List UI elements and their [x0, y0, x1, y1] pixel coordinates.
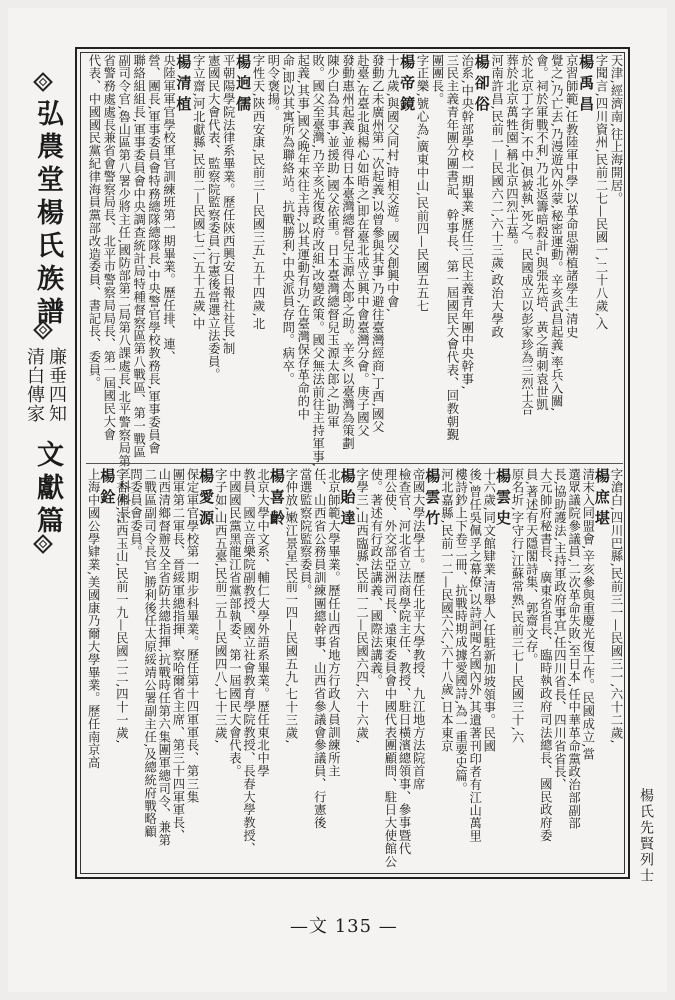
entry-name-column: 楊喜齡 — [267, 468, 286, 531]
text-column: 會。祠於軍戰不利,乃北返籌暗殺計,與張先培、黃之萌刺袁世凱 — [534, 54, 549, 412]
register-divider — [86, 463, 623, 464]
book-title: 弘農堂楊氏族譜 — [32, 99, 63, 330]
entry-name-column: 楊庶堪 — [592, 468, 611, 531]
text-column: 當選監察院監察委員。 — [298, 468, 313, 597]
text-column: 字滄白,四川巴縣,民前三一—民國三一,六十二歲, — [608, 468, 623, 745]
text-column: 任、山西省公務員訓練團總幹事、山西省參議會參議員、行憲後 — [312, 468, 327, 830]
text-column: 河北嘉縣,民前一二—民國六六,六十八歲,日本東京 — [439, 468, 454, 753]
text-column: 十六歲,同文館肄業,清舉人,任駐新加坡領事。民國 — [481, 468, 496, 753]
text-column: 明令褒揚。 — [265, 54, 280, 119]
text-column: 字學三,山西臨縣,民前一二—民國六四,六十六歲, — [354, 468, 369, 745]
text-column: 於北京丁字街,不中,俱被執,死之。民國成立以彭家珍為三烈士合 — [519, 54, 534, 416]
text-column: 團團長。 — [429, 54, 444, 106]
text-column: 問委員會委員。 — [128, 468, 143, 559]
text-column: 央陸軍軍官學校軍官訓練班第一期畢業。歷任排、連、 — [161, 54, 176, 364]
text-column: 憲國民大會代表、監察院監察委員,行憲後當選立法委員。 — [206, 54, 221, 382]
text-column: 起義,其事,國父晚年來往主持,以其運動有功,在臺灣保存革命的中 — [295, 54, 310, 421]
text-column: 後,曾任吳佩孚之幕僚,以詩詞聞名國內外,其遺著刊印者有江山萬里 — [467, 468, 482, 843]
text-column: 字仲放,嫩江景星,民前一四—民國五九,七十三歲, — [283, 468, 298, 745]
entry-name-column: 楊愛源 — [197, 468, 216, 531]
text-column: 葬於北京萬牲園,稱北京四烈士墓。 — [504, 54, 519, 253]
text-column: 上海中國公學肄業,美國康乃爾大學畢業。歷任南京高 — [86, 468, 101, 770]
motto-line-1: 廉垂四知 — [46, 347, 67, 423]
text-column: 字立齋,河北獻縣,民前二—民國七二,五十五歲,中 — [191, 54, 206, 331]
text-column: 天津,經濟南,往上海開居。 — [608, 54, 623, 205]
text-column: 員,著述有天隱閣詩集、郭齋文存。 — [524, 468, 539, 667]
section-title: 文獻篇 — [32, 440, 63, 539]
entry-name-column: 楊雲史 — [493, 468, 512, 531]
text-column: 山西清鄉督辦及全省防共總指揮,抗戰時任第六集團軍總司令、兼第 — [156, 468, 171, 847]
text-column: 清末入同盟會,辛亥參與重慶光復工作。民國成立,當 — [580, 468, 595, 761]
text-column: 覺之,乃亡去,乃漫遊內外蒙,秘密運動。辛亥武昌起義,率兵入關, — [549, 54, 564, 412]
text-column: 赴臺,在臺北與楊心如晤之,即在臺北成立興中會臺灣分會。庚子國父 — [355, 54, 370, 438]
entry-name-column: 楊貽達 — [338, 468, 357, 531]
text-column: 原名圻,字守行,江蘇常熟,民前三七—民國三十,六 — [510, 468, 525, 745]
text-column: 副司令官,魯山區第八署少將主任,國防部第二局第八課處長,北平警察局第三科科長, — [116, 54, 131, 524]
entry-name-column: 楊雲竹 — [423, 468, 442, 531]
text-column: 京習師範,任教陸軍中學,以革命思潮植諸學生,清史 — [564, 54, 579, 339]
text-column: 命,即以其寓所為聯絡站。抗戰勝利,中央派員存問。病卒。 — [280, 54, 295, 386]
watermark — [175, 498, 535, 588]
text-column: 十九歲,與國父同村,時相交遊。國父創興中會, — [385, 54, 400, 313]
text-column: 代表、中國國民黨紀律海員黨部改造委員、書記長、委員。 — [86, 54, 101, 390]
text-column: 平朝陽學院法律系畢業。歷任陝西興安日報社社長,制 — [221, 54, 236, 356]
text-column: 字聞言,四川資州,民前二七—民國一,二十八歲,入 — [594, 54, 609, 331]
text-column: 敗。國父至臺灣,乃辛亥光復政府改組,改變政策。國父無法前往主持軍事, — [310, 54, 325, 468]
text-column: 北京大學中文系、輔仁大學外語系畢業。歷任東北中學 — [255, 468, 270, 778]
entry-name-column: 楊卻俗 — [472, 54, 491, 117]
text-column: 省警務處處長兼省會警察局長、北平市警察局局長、第一屆國民大會 — [101, 54, 116, 441]
text-column: 使。著述有行政法講義、國際法講義。 — [368, 468, 383, 688]
left-margin-title-block — [24, 85, 68, 685]
entry-name-column: 楊帝鏡 — [398, 54, 417, 117]
page-number: —文 135 — — [290, 916, 398, 937]
text-column: 樓詩鈔上下卷二冊、抗戰時期成據愛國詩,為一重要史篇。 — [453, 468, 468, 796]
text-column: 字杏佛,江西玉山,民前一九—民國二二,四十一歲, — [114, 468, 129, 745]
text-column: 保定軍官學校第一期步科畢業。歷任第十四軍軍長、第三集 — [185, 468, 200, 804]
text-column: 中國國民黨黑龍江省黨部執委、第一屆國民大會代表。 — [227, 468, 242, 778]
text-column: 選眾議院參議員,二次革命失敗,至日本,任中華革命黨政治部副部 — [566, 468, 581, 830]
text-column: 理公使、外交部亞洲司長、遠東委員會中國代表團顧問、駐日大使館公 — [382, 468, 397, 868]
text-column: 長,協助護法,主持軍政府事宜,任四川省長、四川省省長、 — [552, 468, 567, 792]
entry-name-column: 楊逈儒 — [234, 54, 253, 117]
entry-name-column: 楊清植 — [174, 54, 193, 117]
text-column: 檢查官、河北省立法商學院主任、教授、駐日橫濱總領事、參事暨代 — [397, 468, 412, 855]
running-header: 楊氏先賢列士 — [638, 788, 654, 884]
text-column: 團軍第二軍長、晉綏軍總指揮、察哈爾省主席、第三十四軍軍長、 — [170, 468, 185, 843]
text-column: 聯絡組組長,軍事委員會中央調查統計局特種督察區第八戰區、第一戰區 — [131, 54, 146, 459]
text-column: 河南許昌,民前一—民國六二,六十三歲,政治大學政 — [489, 54, 504, 339]
text-column: 字子如,山西五臺,民前二五—民國四八,七十三歲, — [213, 468, 228, 745]
text-column: 二戰區副司令長官,勝利後任太原綏靖公署副主任,及總統府戰略顧 — [142, 468, 157, 839]
motto-line-2: 清白傳家 — [24, 347, 45, 423]
text-column: 字正樂,號心為,廣東中山,民前四—民國五五七 — [415, 54, 430, 313]
text-column: 字性天,陝西安康,民前三—民國三五,五十四歲,北 — [250, 54, 265, 331]
text-column: 帝國大學法學士。歷任北平大學教授、九江地方法院首席 — [411, 468, 426, 791]
text-column: 發動惠州起義,並得日本臺灣總督兒玉源太郎之助。辛亥,以臺灣為策劃 — [340, 54, 355, 451]
text-column: 營、團長,軍事委員會特務總隊總隊長,中央警官學校教務長,軍事委員會 — [146, 54, 161, 455]
text-column: 北京師範大學畢業。歷任山西省地方行政人員訓練所主 — [326, 468, 341, 778]
text-column: 教員、國立音樂院副教授、國立社會教育學院教授、長春大學教授、 — [241, 468, 256, 855]
text-column: 發動乙未廣州第一次起義,以曾參與其事,乃避往臺灣經商,丁酉,國父 — [370, 54, 385, 434]
entry-name-column: 楊銓 — [98, 468, 117, 510]
text-column: 陳少白為其事,並援助,國父依重。日本臺灣總督兒玉源太郎之,助軍 — [325, 54, 340, 429]
entry-name-column: 楊禹昌 — [577, 54, 596, 117]
text-column: 治系,中央幹部學校一期畢業,歷任三民主義青年團中央幹事, — [459, 54, 474, 391]
text-column: 三民主義青年團分團書記、幹事長、第一屆國民大會代表、回教朝覲 — [444, 54, 459, 441]
text-column: 大元帥府秘書長、廣東省省長、臨時執政府司法總長、國民政府委 — [538, 468, 553, 843]
